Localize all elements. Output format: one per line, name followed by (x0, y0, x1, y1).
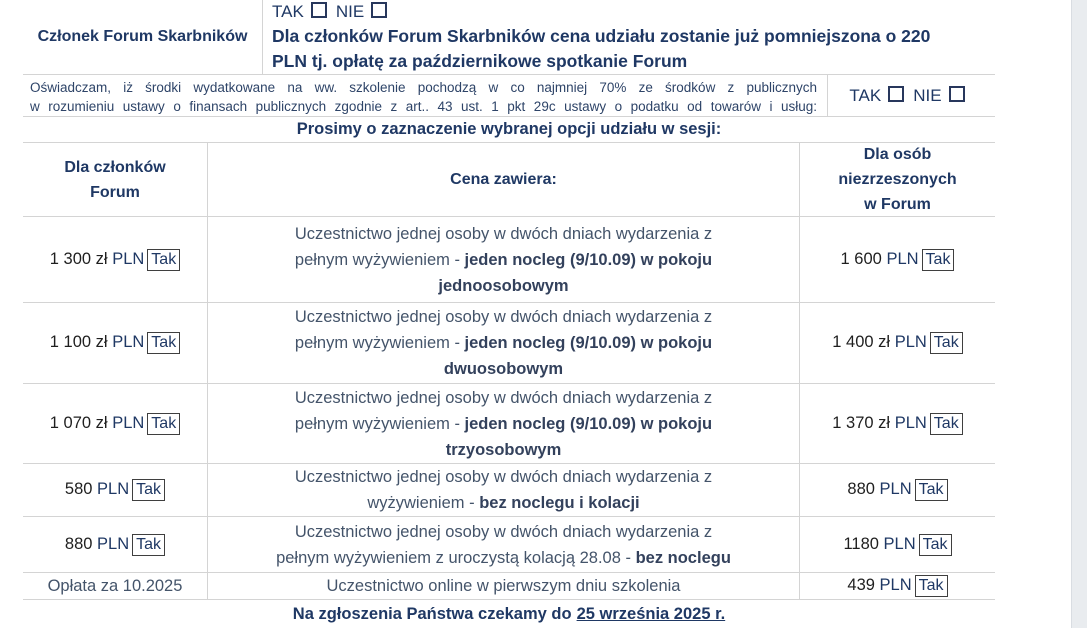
non-member-price (841, 249, 955, 271)
desc-bold-text: dwuosobowym (443, 360, 564, 378)
price-amount: 580 (64, 480, 93, 498)
tak-label: TAK (849, 85, 882, 105)
desc-bold-text: jeden nocleg (9/10.09) w pokoju (464, 414, 713, 433)
member-price (65, 479, 165, 501)
desc-line (208, 221, 799, 247)
window-canvas-strip (1071, 0, 1087, 628)
desc-bold-text: bez noclegu i kolacji (479, 494, 640, 512)
tak-checkbox[interactable]: Tak (132, 479, 165, 501)
member-price (50, 332, 180, 354)
member-price-cell (23, 573, 208, 599)
pricing-row (23, 303, 995, 384)
header-includes-label: Cena zawiera: (450, 171, 557, 188)
desc-line (208, 304, 799, 330)
header-includes-column (208, 143, 800, 216)
non-member-price (843, 534, 951, 556)
deadline-text: Na zgłoszenia Państwa czekamy do (292, 605, 572, 623)
tak-checkbox[interactable]: Tak (919, 534, 952, 556)
section-title: Prosimy o zaznaczenie wybranej opcji udziału w sesji: (296, 120, 722, 138)
pricing-row (23, 384, 995, 464)
non-member-price-cell (800, 384, 995, 463)
header-non-members-line: w Forum (864, 196, 931, 213)
desc-bold-text: trzyosobowym (445, 440, 562, 459)
tak-checkbox[interactable]: Tak (915, 479, 948, 501)
tak-checkbox[interactable]: Tak (132, 534, 165, 556)
price-includes-cell (208, 217, 800, 302)
member-price-cell (23, 464, 208, 516)
price-currency: PLN (112, 249, 145, 268)
price-includes-cell (208, 573, 800, 599)
desc-line (208, 573, 799, 599)
price-currency: PLN (883, 534, 916, 553)
tak-label: TAK (272, 2, 304, 21)
nie-label: NIE (335, 2, 365, 21)
price-includes-cell (208, 303, 800, 383)
desc-line (208, 330, 799, 356)
desc-text: Uczestnictwo jednej osoby w dwóch dniach wydarzenia z (294, 468, 713, 486)
desc-line (208, 411, 799, 437)
member-price-cell (23, 303, 208, 383)
non-member-price (847, 575, 947, 597)
declaration-text-cell (23, 75, 828, 116)
member-price (65, 534, 165, 556)
tak-checkbox-icon[interactable] (888, 86, 904, 102)
header-members-line: Dla członków (64, 158, 166, 176)
desc-line (208, 247, 799, 273)
tak-checkbox[interactable]: Tak (147, 249, 180, 271)
desc-text: pełnym wyżywieniem - (294, 250, 465, 269)
price-amount: 880 (847, 480, 875, 498)
price-currency: PLN (112, 413, 145, 432)
member-note-line1: Dla członków Forum Skarbników cena udziału zostanie już pomniejszona o 220 (272, 26, 931, 46)
member-row (23, 0, 995, 74)
price-amount: 1 400 zł (832, 333, 891, 351)
desc-text: Uczestnictwo jednej osoby w dwóch dniach wydarzenia z (294, 224, 713, 243)
price-includes-cell (208, 384, 800, 463)
header-members-column (23, 143, 208, 216)
member-note-line2: PLN tj. opłatę za październikowe spotkanie Forum (272, 51, 688, 71)
price-includes-cell (208, 464, 800, 516)
declaration-tak-nie (849, 84, 973, 108)
price-currency: PLN (879, 576, 912, 594)
member-note-cell (263, 0, 995, 74)
desc-text: wyżywieniem - (367, 494, 480, 512)
non-member-price-cell (800, 517, 995, 572)
non-member-price (832, 332, 962, 354)
non-member-price-cell (800, 217, 995, 302)
price-amount: 1 100 zł (49, 333, 108, 351)
desc-line (208, 464, 799, 490)
price-currency: PLN (97, 534, 130, 553)
price-currency: PLN (894, 333, 927, 351)
desc-line (208, 490, 799, 516)
price-amount: 1180 (843, 534, 879, 553)
desc-bold-text: bez noclegu (635, 548, 731, 567)
member-tak-nie (272, 0, 995, 24)
tak-checkbox[interactable]: Tak (930, 332, 963, 354)
desc-line (208, 356, 799, 382)
price-includes-cell (208, 517, 800, 572)
desc-bold-text: jednoosobowym (438, 276, 569, 295)
pricing-row (23, 573, 995, 600)
desc-line (208, 545, 799, 571)
non-member-price-cell (800, 303, 995, 383)
tak-checkbox[interactable]: Tak (915, 575, 948, 597)
member-label-cell (23, 0, 263, 74)
desc-text: pełnym wyżywieniem z uroczystą kolacją 28.08 - (276, 548, 636, 567)
pricing-row (23, 517, 995, 573)
price-amount: 1 370 zł (832, 413, 891, 432)
nie-checkbox-icon[interactable] (371, 2, 387, 18)
member-price-label: Opłata za 10.2025 (47, 576, 183, 595)
price-currency: PLN (879, 480, 912, 498)
tak-checkbox-icon[interactable] (311, 2, 327, 18)
pricing-table (23, 143, 995, 600)
header-non-members-line: niezrzeszonych (838, 171, 957, 188)
member-label: Członek Forum Skarbników (37, 28, 248, 45)
member-price (50, 249, 180, 271)
deadline-date: 25 września 2025 r. (576, 605, 726, 623)
declaration-line2: w rozumieniu ustawy o finansach publicznych zgodnie z art.. 43 ust. 1 pkt 29c ustawy o podatku od towarów i usług: (30, 99, 817, 114)
desc-line (208, 437, 799, 463)
desc-text: pełnym wyżywieniem - (294, 334, 465, 352)
desc-text: Uczestnictwo jednej osoby w dwóch dniach wydarzenia z (294, 388, 713, 407)
desc-line (208, 385, 799, 411)
tak-checkbox[interactable]: Tak (930, 413, 963, 435)
price-amount: 880 (64, 534, 93, 553)
desc-bold-text: jeden nocleg (9/10.09) w pokoju (464, 250, 713, 269)
price-currency: PLN (97, 480, 130, 498)
desc-text: Uczestnictwo online w pierwszym dniu szkolenia (326, 577, 681, 595)
tak-checkbox[interactable]: Tak (147, 332, 180, 354)
declaration-tak-nie-cell (828, 75, 995, 116)
member-price-cell (23, 384, 208, 463)
declaration-line1: Oświadczam, iż środki wydatkowane na ww. szkolenie pochodzą w co najmniej 70% ze środków z publicznych (30, 80, 817, 95)
member-price (48, 577, 183, 596)
price-currency: PLN (112, 333, 145, 351)
desc-text: Uczestnictwo jednej osoby w dwóch dniach wydarzenia z (294, 308, 713, 326)
header-members-line: Forum (90, 183, 140, 201)
desc-bold-text: jeden nocleg (9/10.09) w pokoju (464, 334, 713, 352)
non-member-price-cell (800, 573, 995, 599)
price-currency: PLN (886, 249, 919, 268)
desc-text: pełnym wyżywieniem - (294, 414, 465, 433)
pricing-row (23, 464, 995, 517)
price-amount: 1 600 (840, 249, 882, 268)
non-member-price-cell (800, 464, 995, 516)
pricing-row (23, 217, 995, 303)
member-price-cell (23, 517, 208, 572)
nie-checkbox-icon[interactable] (949, 86, 965, 102)
price-currency: PLN (894, 413, 927, 432)
section-title-row (23, 117, 995, 143)
price-amount: 439 (847, 576, 875, 594)
declaration-row (23, 75, 995, 117)
deadline-line (23, 600, 995, 629)
nie-label: NIE (913, 85, 942, 105)
price-amount: 1 300 zł (49, 249, 108, 268)
member-price-cell (23, 217, 208, 302)
desc-text: Uczestnictwo jednej osoby w dwóch dniach wydarzenia z (294, 522, 713, 541)
header-non-members-column (800, 143, 995, 216)
tak-checkbox[interactable]: Tak (922, 249, 955, 271)
registration-form (23, 0, 995, 629)
desc-line (208, 273, 799, 299)
price-amount: 1 070 zł (49, 413, 108, 432)
pricing-table-header (23, 143, 995, 217)
member-price (50, 413, 180, 435)
header-non-members-line: Dla osób (863, 146, 932, 163)
tak-checkbox[interactable]: Tak (147, 413, 180, 435)
non-member-price (832, 413, 962, 435)
non-member-price (847, 479, 947, 501)
desc-line (208, 519, 799, 545)
